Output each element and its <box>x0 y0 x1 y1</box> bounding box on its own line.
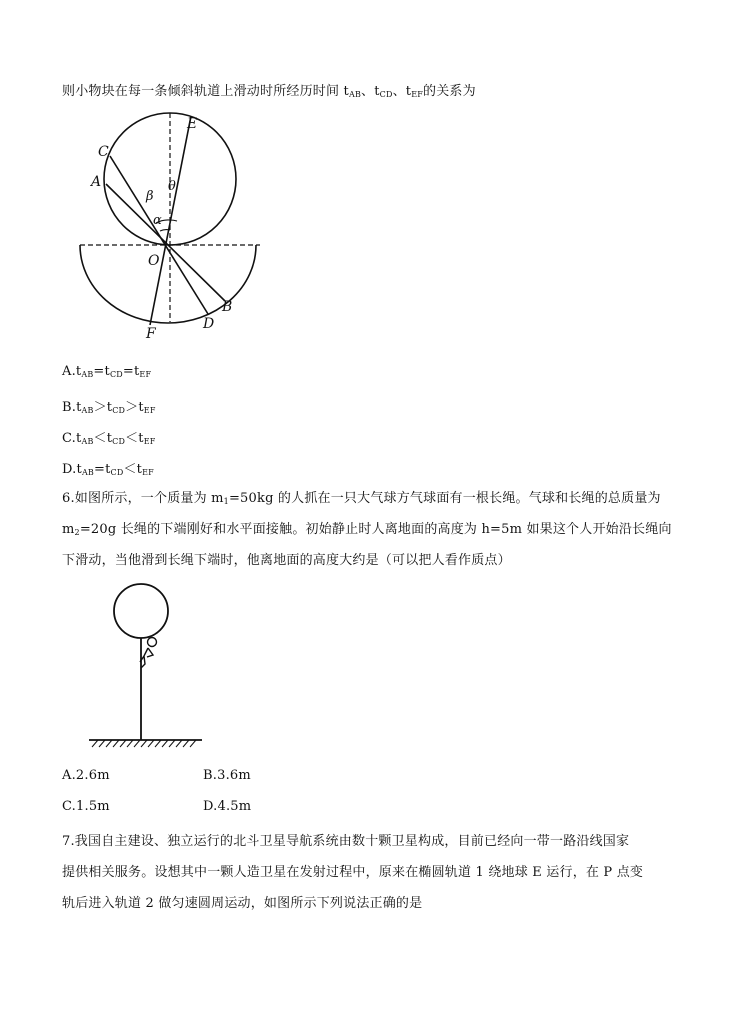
ground-hatching <box>92 740 196 747</box>
q5-option-c: $C.t_{AB}<t_{CD}<t_{EF}$ <box>62 431 156 446</box>
q5-option-a: $A.t_{AB}=t_{CD}=t_{EF}$ <box>62 364 152 379</box>
q5-stem: 则小物块在每一条倾斜轨道上滑动时所经历时间 $t_{AB}$、$t_{CD}$、$t_{EF}$的关系为 <box>62 84 476 99</box>
q7-stem-line2: 提供相关服务。设想其中一颗人造卫星在发射过程中，原来在椭圆轨道 1 绕地球 E 运行，在 P 点变 <box>62 865 644 880</box>
label-c: C <box>98 144 109 160</box>
label-e: E <box>187 116 198 132</box>
label-a: A <box>91 174 102 190</box>
balloon <box>114 584 168 638</box>
label-alpha: α <box>153 213 162 228</box>
q6-stem-line1: 6.如图所示，一个质量为 $m_1=50kg$ 的人抓在一只大气球方气球面有一根长绳。气球和长绳的总质量为 <box>62 491 661 506</box>
q6-option-c: C.1.5m <box>62 799 110 814</box>
q6-option-d: D.4.5m <box>203 799 252 814</box>
person <box>140 638 157 669</box>
label-b: B <box>222 299 233 315</box>
label-o: O <box>148 253 160 269</box>
q6-option-a: A.2.6m <box>62 768 110 783</box>
q7-stem-line1: 7.我国自主建设、独立运行的北斗卫星导航系统由数十颗卫星构成，目前已经向一带一路沿线国家 <box>62 834 630 849</box>
q6-balloon-figure <box>84 576 204 748</box>
label-theta: θ <box>168 179 176 194</box>
track-cd <box>110 156 208 314</box>
q6-option-b: B.3.6m <box>203 768 251 783</box>
q6-stem-line2: $m_2=20g$ 长绳的下端刚好和水平面接触。初始静止时人离地面的高度为 h=5m 如果这个人开始沿长绳向 <box>62 522 672 537</box>
label-d: D <box>203 316 215 332</box>
label-f: F <box>146 326 156 342</box>
q5-track-figure <box>60 108 270 353</box>
label-beta: β <box>146 189 154 204</box>
q7-stem-line3: 轨后进入轨道 2 做匀速圆周运动，如图所示下列说法正确的是 <box>62 896 423 911</box>
q6-stem-line3: 下滑动，当他滑到长绳下端时，他离地面的高度大约是（可以把人看作质点） <box>62 553 511 568</box>
q5-option-d: $D.t_{AB}=t_{CD}<t_{EF}$ <box>62 462 154 477</box>
q5-option-b: $B.t_{AB}>t_{CD}>t_{EF}$ <box>62 400 156 415</box>
